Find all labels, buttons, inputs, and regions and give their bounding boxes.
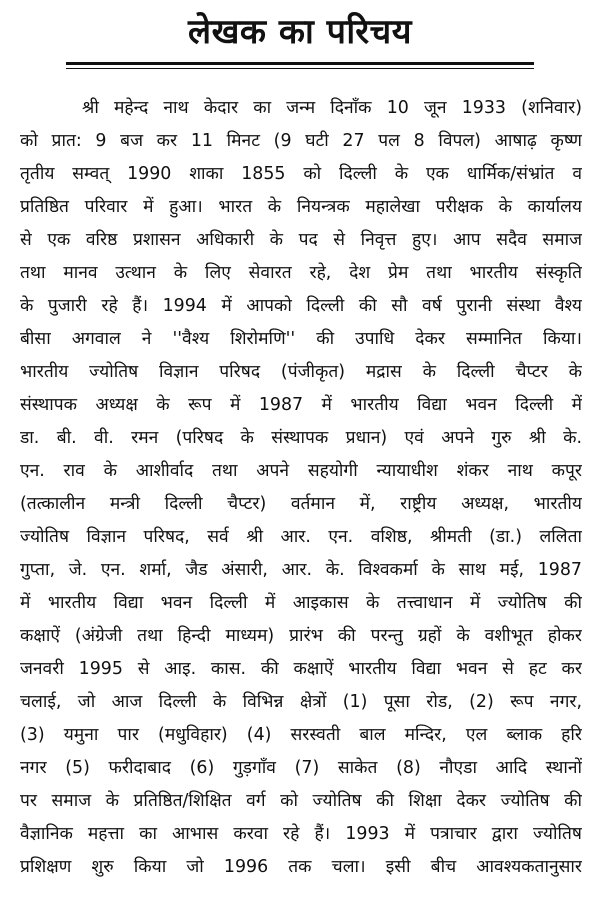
title-underline-thin bbox=[66, 68, 534, 69]
text-line: वैज्ञानिक महत्ता का आभास करवा रहे हैं। 1993 में पत्राचार द्वारा ज्योतिष bbox=[20, 824, 582, 844]
text-line: श्री महेन्द नाथ केदार का जन्म दिनाँक 10 जून 1933 (शनिवार) bbox=[82, 98, 582, 118]
text-line: से एक वरिष्ठ प्रशासन अधिकारी के पद से निवृत्त हुए। आप सदैव समाज bbox=[20, 230, 582, 250]
text-line: प्रतिष्ठित परिवार में हुआ। भारत के नियन्त्रक महालेखा परीक्षक के कार्यालय bbox=[20, 197, 582, 217]
text-line: ज्योतिष विज्ञान परिषद, सर्व श्री आर. एन. वशिष्ठ, श्रीमती (डा.) ललिता bbox=[20, 527, 582, 547]
text-line: डा. बी. वी. रमन (परिषद के संस्थापक प्रधान) एवं अपने गुरु श्री के. bbox=[20, 428, 582, 448]
text-line: पर समाज के प्रतिष्ठित/शिक्षित वर्ग को ज्योतिष की शिक्षा देकर ज्योतिष की bbox=[20, 791, 582, 811]
text-line: एन. राव के आशीर्वाद तथा अपने सहयोगी न्यायाधीश शंकर नाथ कपूर bbox=[20, 461, 582, 481]
text-line: कक्षाऐं (अंग्रेजी तथा हिन्दी माध्यम) प्रारंभ की परन्तु ग्रहों के वशीभूत होकर bbox=[20, 626, 582, 646]
text-line: संस्थापक अध्यक्ष के रूप में 1987 में भारतीय विद्या भवन दिल्ली में bbox=[20, 395, 582, 415]
text-line: नगर (5) फरीदाबाद (6) गुड़गाँव (7) साकेत (8) नौएडा आदि स्थानों bbox=[20, 758, 582, 778]
text-line: भारतीय ज्योतिष विज्ञान परिषद (पंजीकृत) मद्रास के दिल्ली चैप्टर के bbox=[20, 362, 582, 382]
title-underline-thick bbox=[66, 62, 534, 65]
text-line: में भारतीय विद्या भवन दिल्ली में आइकास के तत्त्वाधान में ज्योतिष की bbox=[20, 593, 582, 613]
text-line: के पुजारी रहे हैं। 1994 में आपको दिल्ली की सौ वर्ष पुरानी संस्था वैश्य bbox=[20, 296, 582, 316]
text-line: तृतीय सम्वत् 1990 शाका 1855 को दिल्ली के एक धार्मिक/संभ्रांत व bbox=[20, 164, 582, 184]
page-title: लेखक का परिचय bbox=[188, 12, 412, 52]
text-line: (3) यमुना पार (मधुविहार) (4) सरस्वती बाल मन्दिर, एल ब्लाक हरि bbox=[20, 725, 582, 745]
text-line: को प्रात: 9 बज कर 11 मिनट (9 घटी 27 पल 8 विपल) आषाढ़ कृष्ण bbox=[20, 131, 582, 151]
text-line: चलाई, जो आज दिल्ली के विभिन्न क्षेत्रों (1) पूसा रोड, (2) रूप नगर, bbox=[20, 692, 582, 712]
text-line: जनवरी 1995 से आइ. कास. की कक्षाऐं भारतीय विद्या भवन से हट कर bbox=[20, 659, 582, 679]
text-line: (तत्कालीन मन्त्री दिल्ली चैप्टर) वर्तमान में, राष्ट्रीय अध्यक्ष, भारतीय bbox=[20, 494, 582, 514]
text-line: बीसा अगवाल ने ''वैश्य शिरोमणि'' की उपाधि देकर सम्मानित किया। bbox=[20, 329, 582, 349]
text-line: गुप्ता, जे. एन. शर्मा, जैड अंसारी, आर. के. विश्वकर्मा के साथ मई, 1987 bbox=[20, 560, 582, 580]
text-line: तथा मानव उत्थान के लिए सेवारत रहे, देश प्रेम तथा भारतीय संस्कृति bbox=[20, 263, 582, 283]
text-line: प्रशिक्षण शुरु किया जो 1996 तक चला। इसी बीच आवश्यकतानुसार bbox=[20, 857, 582, 877]
body-paragraph bbox=[20, 92, 582, 884]
